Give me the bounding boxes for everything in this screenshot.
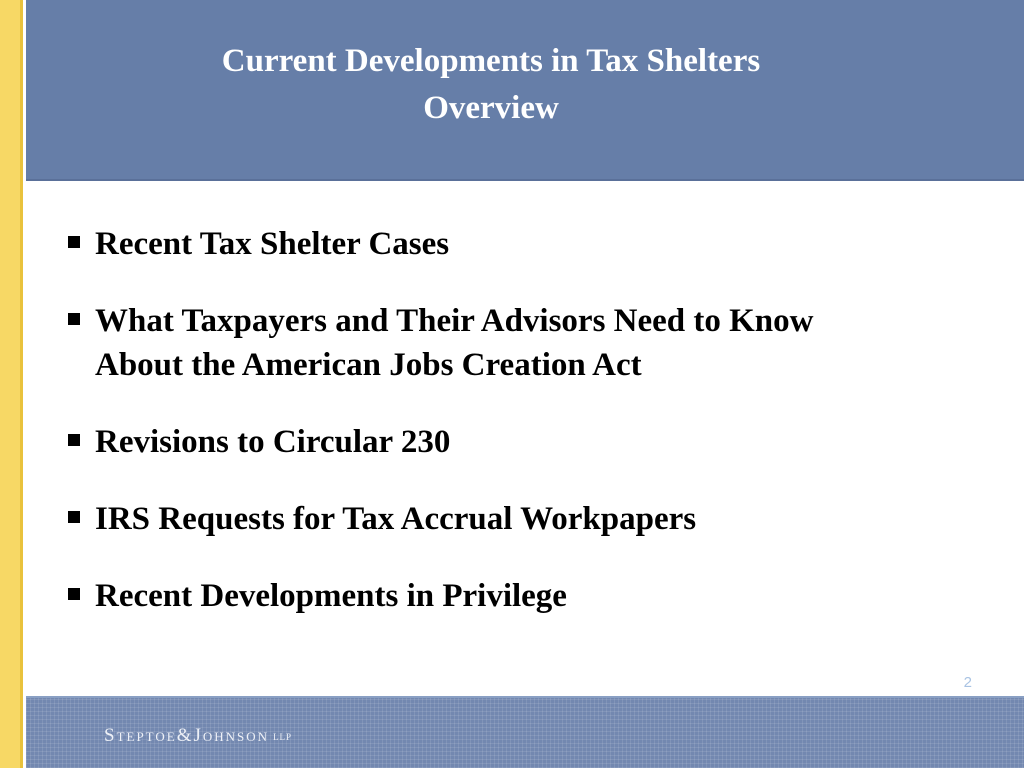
bullet-text: IRS Requests for Tax Accrual Workpapers bbox=[95, 501, 697, 537]
logo-text: Steptoe&Johnson bbox=[104, 725, 270, 746]
slide-title bbox=[26, 38, 956, 132]
header-band bbox=[26, 0, 1024, 181]
bullet-list bbox=[64, 222, 984, 651]
slide-title-line-1: Current Developments in Tax Shelters bbox=[221, 43, 761, 79]
bullet-text: Recent Tax Shelter Cases bbox=[95, 226, 450, 262]
bullet-item bbox=[64, 420, 984, 464]
bullet-item bbox=[64, 497, 984, 541]
square-bullet-icon bbox=[68, 588, 80, 600]
square-bullet-icon bbox=[68, 236, 80, 248]
left-accent-stripe bbox=[0, 0, 23, 768]
slide-title-line-2: Overview bbox=[423, 90, 559, 126]
slide-number: 2 bbox=[963, 674, 972, 691]
square-bullet-icon bbox=[68, 313, 80, 325]
bullet-text: Revisions to Circular 230 bbox=[95, 424, 451, 460]
footer-band bbox=[26, 696, 1024, 768]
bullet-text: Recent Developments in Privilege bbox=[95, 578, 567, 614]
bullet-text: What Taxpayers and Their Advisors Need to Know bbox=[95, 303, 814, 339]
bullet-item bbox=[64, 299, 984, 387]
logo-suffix: LLP bbox=[273, 731, 293, 742]
bullet-item bbox=[64, 574, 984, 618]
bullet-item bbox=[64, 222, 984, 266]
square-bullet-icon bbox=[68, 434, 80, 446]
bullet-text-continuation: About the American Jobs Creation Act bbox=[95, 347, 642, 383]
square-bullet-icon bbox=[68, 511, 80, 523]
company-logo bbox=[104, 725, 292, 747]
